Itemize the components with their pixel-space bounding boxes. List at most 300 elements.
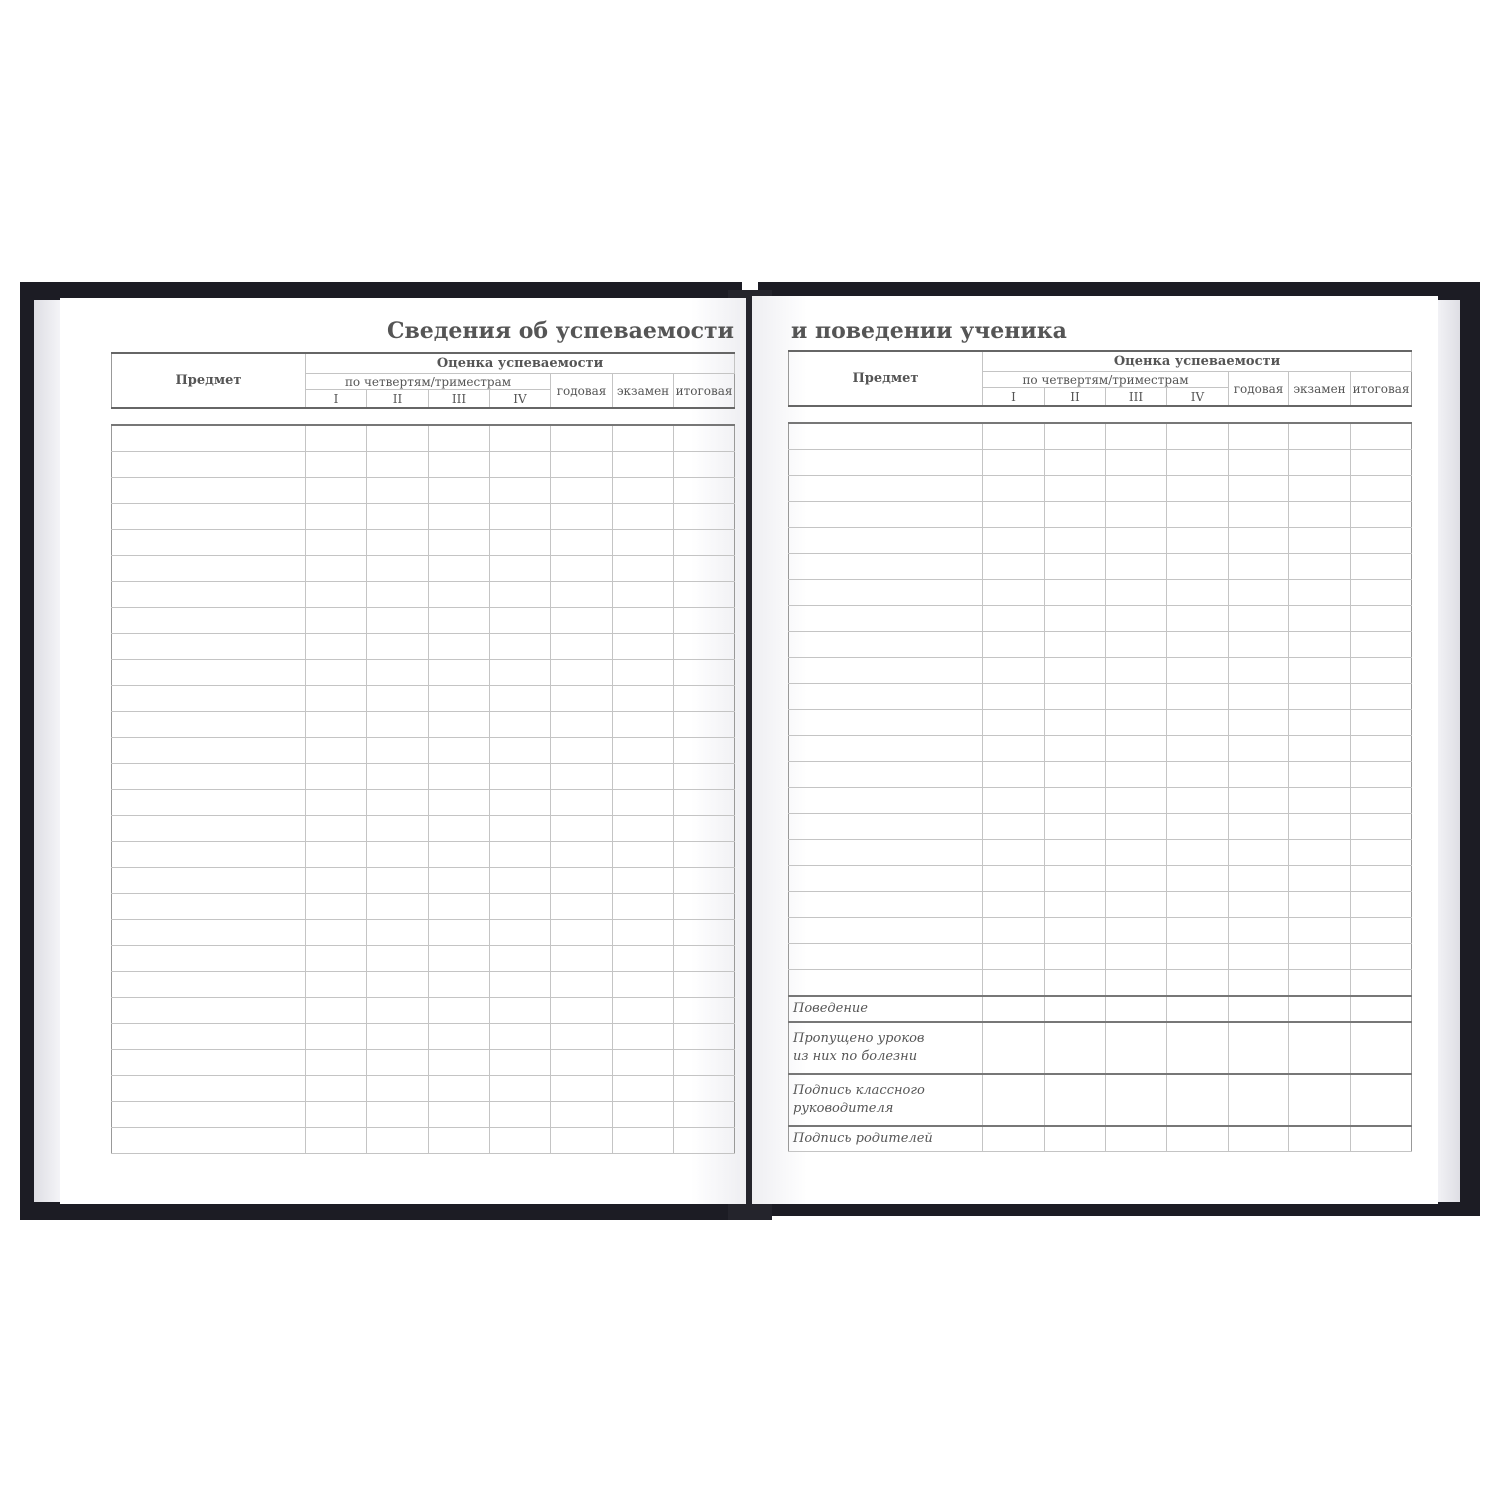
grade-cell[interactable] [551, 1024, 613, 1050]
grade-cell[interactable] [674, 634, 735, 660]
grade-cell[interactable] [306, 920, 367, 946]
grade-cell[interactable] [1045, 606, 1106, 632]
grade-cell[interactable] [1045, 710, 1106, 736]
grade-cell[interactable] [1045, 684, 1106, 710]
grade-cell[interactable] [1167, 580, 1229, 606]
grade-cell[interactable] [429, 764, 490, 790]
grade-cell[interactable] [1229, 658, 1289, 684]
grade-cell[interactable] [490, 1076, 551, 1102]
grade-cell[interactable] [1045, 658, 1106, 684]
grade-cell[interactable] [674, 530, 735, 556]
grade-cell[interactable] [1289, 502, 1351, 528]
grade-cell[interactable] [1045, 892, 1106, 918]
grade-cell[interactable] [1106, 762, 1167, 788]
grade-cell[interactable] [1167, 476, 1229, 502]
grade-cell[interactable] [1167, 814, 1229, 840]
subject-cell[interactable] [112, 894, 306, 920]
grade-cell[interactable] [1045, 1022, 1106, 1074]
grade-cell[interactable] [367, 1102, 429, 1128]
grade-cell[interactable] [613, 1128, 674, 1154]
grade-cell[interactable] [551, 425, 613, 452]
grade-cell[interactable] [1229, 710, 1289, 736]
grade-cell[interactable] [306, 1128, 367, 1154]
grade-cell[interactable] [551, 478, 613, 504]
grade-cell[interactable] [1167, 762, 1229, 788]
grade-cell[interactable] [983, 606, 1045, 632]
grade-cell[interactable] [1045, 450, 1106, 476]
grade-cell[interactable] [613, 686, 674, 712]
grade-cell[interactable] [1229, 1022, 1289, 1074]
grade-cell[interactable] [613, 425, 674, 452]
grade-cell[interactable] [1229, 788, 1289, 814]
grade-cell[interactable] [367, 504, 429, 530]
grade-cell[interactable] [1106, 632, 1167, 658]
grade-cell[interactable] [613, 504, 674, 530]
grade-cell[interactable] [490, 816, 551, 842]
grade-cell[interactable] [1106, 658, 1167, 684]
grade-cell[interactable] [1045, 866, 1106, 892]
grade-cell[interactable] [490, 868, 551, 894]
grade-cell[interactable] [1351, 944, 1412, 970]
grade-cell[interactable] [1106, 528, 1167, 554]
grade-cell[interactable] [306, 556, 367, 582]
grade-cell[interactable] [1289, 476, 1351, 502]
grade-cell[interactable] [674, 1050, 735, 1076]
grade-cell[interactable] [306, 816, 367, 842]
grade-cell[interactable] [674, 660, 735, 686]
grade-cell[interactable] [1351, 736, 1412, 762]
grade-cell[interactable] [1351, 814, 1412, 840]
grade-cell[interactable] [490, 946, 551, 972]
subject-cell[interactable] [112, 504, 306, 530]
grade-cell[interactable] [1351, 840, 1412, 866]
grade-cell[interactable] [674, 946, 735, 972]
grade-cell[interactable] [1289, 892, 1351, 918]
subject-cell[interactable] [112, 738, 306, 764]
grade-cell[interactable] [490, 764, 551, 790]
grade-cell[interactable] [613, 738, 674, 764]
grade-cell[interactable] [551, 998, 613, 1024]
grade-cell[interactable] [429, 920, 490, 946]
grade-cell[interactable] [551, 452, 613, 478]
grade-cell[interactable] [1045, 632, 1106, 658]
grade-cell[interactable] [551, 1128, 613, 1154]
grade-cell[interactable] [983, 1126, 1045, 1152]
grade-cell[interactable] [1289, 866, 1351, 892]
grade-cell[interactable] [1106, 970, 1167, 997]
grade-cell[interactable] [674, 1102, 735, 1128]
grade-cell[interactable] [490, 1102, 551, 1128]
grade-cell[interactable] [429, 634, 490, 660]
grade-cell[interactable] [983, 918, 1045, 944]
grade-cell[interactable] [306, 608, 367, 634]
grade-cell[interactable] [1106, 502, 1167, 528]
grade-cell[interactable] [983, 892, 1045, 918]
grade-cell[interactable] [367, 842, 429, 868]
grade-cell[interactable] [1045, 736, 1106, 762]
subject-cell[interactable] [789, 554, 983, 580]
grade-cell[interactable] [1167, 918, 1229, 944]
grade-cell[interactable] [983, 866, 1045, 892]
grade-cell[interactable] [1351, 1074, 1412, 1126]
grade-cell[interactable] [429, 1050, 490, 1076]
grade-cell[interactable] [1229, 996, 1289, 1022]
grade-cell[interactable] [367, 972, 429, 998]
grade-cell[interactable] [429, 842, 490, 868]
grade-cell[interactable] [551, 608, 613, 634]
grade-cell[interactable] [551, 920, 613, 946]
grade-cell[interactable] [983, 528, 1045, 554]
grade-cell[interactable] [1289, 684, 1351, 710]
grade-cell[interactable] [1045, 580, 1106, 606]
grade-cell[interactable] [674, 894, 735, 920]
grade-cell[interactable] [1351, 658, 1412, 684]
grade-cell[interactable] [1229, 762, 1289, 788]
grade-cell[interactable] [983, 1022, 1045, 1074]
grade-cell[interactable] [613, 556, 674, 582]
grade-cell[interactable] [551, 842, 613, 868]
grade-cell[interactable] [490, 504, 551, 530]
grade-cell[interactable] [551, 868, 613, 894]
grade-cell[interactable] [490, 972, 551, 998]
grade-cell[interactable] [1167, 840, 1229, 866]
grade-cell[interactable] [1351, 502, 1412, 528]
subject-cell[interactable] [789, 710, 983, 736]
grade-cell[interactable] [674, 1076, 735, 1102]
subject-cell[interactable] [112, 660, 306, 686]
grade-cell[interactable] [367, 894, 429, 920]
grade-cell[interactable] [1351, 866, 1412, 892]
grade-cell[interactable] [367, 738, 429, 764]
grade-cell[interactable] [674, 816, 735, 842]
grade-cell[interactable] [1289, 632, 1351, 658]
grade-cell[interactable] [1229, 1074, 1289, 1126]
grade-cell[interactable] [1106, 554, 1167, 580]
grade-cell[interactable] [1229, 944, 1289, 970]
grade-cell[interactable] [613, 972, 674, 998]
subject-cell[interactable] [789, 658, 983, 684]
grade-cell[interactable] [551, 894, 613, 920]
subject-cell[interactable] [112, 1050, 306, 1076]
grade-cell[interactable] [1045, 554, 1106, 580]
grade-cell[interactable] [429, 790, 490, 816]
subject-cell[interactable] [789, 450, 983, 476]
grade-cell[interactable] [674, 452, 735, 478]
subject-cell[interactable] [112, 946, 306, 972]
grade-cell[interactable] [429, 998, 490, 1024]
subject-cell[interactable] [112, 1128, 306, 1154]
grade-cell[interactable] [306, 686, 367, 712]
grade-cell[interactable] [1045, 502, 1106, 528]
grade-cell[interactable] [613, 478, 674, 504]
grade-cell[interactable] [1289, 580, 1351, 606]
subject-cell[interactable] [789, 918, 983, 944]
grade-cell[interactable] [306, 738, 367, 764]
grade-cell[interactable] [613, 634, 674, 660]
grade-cell[interactable] [613, 1076, 674, 1102]
grade-cell[interactable] [367, 1024, 429, 1050]
grade-cell[interactable] [1351, 788, 1412, 814]
grade-cell[interactable] [367, 790, 429, 816]
grade-cell[interactable] [1351, 1126, 1412, 1152]
grade-cell[interactable] [490, 452, 551, 478]
grade-cell[interactable] [1106, 1074, 1167, 1126]
grade-cell[interactable] [306, 634, 367, 660]
grade-cell[interactable] [306, 998, 367, 1024]
grade-cell[interactable] [429, 712, 490, 738]
grade-cell[interactable] [429, 608, 490, 634]
grade-cell[interactable] [1167, 710, 1229, 736]
grade-cell[interactable] [1045, 1074, 1106, 1126]
grade-cell[interactable] [1167, 423, 1229, 450]
grade-cell[interactable] [1106, 606, 1167, 632]
grade-cell[interactable] [490, 738, 551, 764]
subject-cell[interactable] [789, 944, 983, 970]
subject-cell[interactable] [789, 788, 983, 814]
grade-cell[interactable] [1045, 970, 1106, 997]
subject-cell[interactable] [789, 580, 983, 606]
grade-cell[interactable] [490, 660, 551, 686]
grade-cell[interactable] [1229, 736, 1289, 762]
grade-cell[interactable] [1167, 606, 1229, 632]
grade-cell[interactable] [367, 425, 429, 452]
subject-cell[interactable] [789, 606, 983, 632]
grade-cell[interactable] [1106, 866, 1167, 892]
grade-cell[interactable] [367, 1076, 429, 1102]
grade-cell[interactable] [1167, 450, 1229, 476]
grade-cell[interactable] [490, 608, 551, 634]
grade-cell[interactable] [1351, 996, 1412, 1022]
grade-cell[interactable] [367, 920, 429, 946]
grade-cell[interactable] [367, 660, 429, 686]
grade-cell[interactable] [1045, 944, 1106, 970]
grade-cell[interactable] [490, 425, 551, 452]
grade-cell[interactable] [429, 425, 490, 452]
grade-cell[interactable] [306, 972, 367, 998]
grade-cell[interactable] [306, 946, 367, 972]
grade-cell[interactable] [613, 582, 674, 608]
grade-cell[interactable] [429, 868, 490, 894]
grade-cell[interactable] [613, 790, 674, 816]
subject-cell[interactable] [789, 502, 983, 528]
grade-cell[interactable] [490, 634, 551, 660]
grade-cell[interactable] [429, 1076, 490, 1102]
grade-cell[interactable] [674, 686, 735, 712]
grade-cell[interactable] [1106, 1022, 1167, 1074]
grade-cell[interactable] [674, 972, 735, 998]
grade-cell[interactable] [1045, 762, 1106, 788]
grade-cell[interactable] [1351, 684, 1412, 710]
grade-cell[interactable] [551, 946, 613, 972]
grade-cell[interactable] [306, 712, 367, 738]
grade-cell[interactable] [306, 582, 367, 608]
grade-cell[interactable] [674, 712, 735, 738]
grade-cell[interactable] [1351, 554, 1412, 580]
grade-cell[interactable] [490, 1128, 551, 1154]
grade-cell[interactable] [983, 814, 1045, 840]
grade-cell[interactable] [1229, 840, 1289, 866]
grade-cell[interactable] [551, 1050, 613, 1076]
grade-cell[interactable] [613, 946, 674, 972]
grade-cell[interactable] [674, 738, 735, 764]
grade-cell[interactable] [1289, 423, 1351, 450]
grade-cell[interactable] [1045, 996, 1106, 1022]
subject-cell[interactable] [112, 1102, 306, 1128]
grade-cell[interactable] [1289, 736, 1351, 762]
subject-cell[interactable] [789, 476, 983, 502]
grade-cell[interactable] [306, 868, 367, 894]
grade-cell[interactable] [1045, 814, 1106, 840]
grade-cell[interactable] [306, 790, 367, 816]
grade-cell[interactable] [674, 842, 735, 868]
grade-cell[interactable] [367, 478, 429, 504]
grade-cell[interactable] [367, 634, 429, 660]
grade-cell[interactable] [983, 450, 1045, 476]
grade-cell[interactable] [1106, 450, 1167, 476]
subject-cell[interactable] [789, 423, 983, 450]
grade-cell[interactable] [1351, 580, 1412, 606]
grade-cell[interactable] [367, 868, 429, 894]
grade-cell[interactable] [429, 972, 490, 998]
subject-cell[interactable] [789, 632, 983, 658]
grade-cell[interactable] [1167, 892, 1229, 918]
grade-cell[interactable] [983, 1074, 1045, 1126]
grade-cell[interactable] [1106, 736, 1167, 762]
grade-cell[interactable] [1289, 450, 1351, 476]
grade-cell[interactable] [613, 452, 674, 478]
subject-cell[interactable] [789, 866, 983, 892]
grade-cell[interactable] [551, 764, 613, 790]
grade-cell[interactable] [1289, 762, 1351, 788]
grade-cell[interactable] [983, 762, 1045, 788]
grade-cell[interactable] [490, 998, 551, 1024]
grade-cell[interactable] [1106, 684, 1167, 710]
grade-cell[interactable] [429, 1024, 490, 1050]
grade-cell[interactable] [1351, 710, 1412, 736]
grade-cell[interactable] [306, 530, 367, 556]
grade-cell[interactable] [367, 816, 429, 842]
grade-cell[interactable] [1045, 1126, 1106, 1152]
grade-cell[interactable] [367, 452, 429, 478]
grade-cell[interactable] [1045, 840, 1106, 866]
grade-cell[interactable] [1167, 1022, 1229, 1074]
subject-cell[interactable] [789, 814, 983, 840]
grade-cell[interactable] [1351, 918, 1412, 944]
grade-cell[interactable] [1106, 996, 1167, 1022]
grade-cell[interactable] [1229, 554, 1289, 580]
grade-cell[interactable] [613, 868, 674, 894]
subject-cell[interactable] [112, 452, 306, 478]
grade-cell[interactable] [490, 712, 551, 738]
grade-cell[interactable] [983, 658, 1045, 684]
grade-cell[interactable] [367, 1128, 429, 1154]
grade-cell[interactable] [367, 686, 429, 712]
grade-cell[interactable] [674, 790, 735, 816]
grade-cell[interactable] [429, 504, 490, 530]
grade-cell[interactable] [490, 894, 551, 920]
grade-cell[interactable] [1167, 554, 1229, 580]
grade-cell[interactable] [306, 842, 367, 868]
grade-cell[interactable] [1351, 606, 1412, 632]
grade-cell[interactable] [613, 712, 674, 738]
grade-cell[interactable] [490, 478, 551, 504]
grade-cell[interactable] [490, 582, 551, 608]
grade-cell[interactable] [490, 790, 551, 816]
grade-cell[interactable] [1167, 632, 1229, 658]
grade-cell[interactable] [1289, 788, 1351, 814]
grade-cell[interactable] [1106, 710, 1167, 736]
subject-cell[interactable] [789, 762, 983, 788]
grade-cell[interactable] [1229, 866, 1289, 892]
grade-cell[interactable] [1167, 1126, 1229, 1152]
grade-cell[interactable] [306, 764, 367, 790]
grade-cell[interactable] [983, 788, 1045, 814]
subject-cell[interactable] [789, 840, 983, 866]
grade-cell[interactable] [429, 660, 490, 686]
grade-cell[interactable] [429, 1128, 490, 1154]
grade-cell[interactable] [551, 790, 613, 816]
grade-cell[interactable] [306, 425, 367, 452]
grade-cell[interactable] [1289, 658, 1351, 684]
grade-cell[interactable] [983, 710, 1045, 736]
grade-cell[interactable] [1167, 866, 1229, 892]
grade-cell[interactable] [429, 894, 490, 920]
grade-cell[interactable] [983, 970, 1045, 997]
grade-cell[interactable] [490, 686, 551, 712]
grade-cell[interactable] [983, 632, 1045, 658]
subject-cell[interactable] [112, 1076, 306, 1102]
grade-cell[interactable] [1106, 788, 1167, 814]
grade-cell[interactable] [674, 920, 735, 946]
grade-cell[interactable] [674, 478, 735, 504]
grade-cell[interactable] [674, 1024, 735, 1050]
subject-cell[interactable] [112, 972, 306, 998]
grade-cell[interactable] [613, 1050, 674, 1076]
grade-cell[interactable] [1289, 840, 1351, 866]
grade-cell[interactable] [551, 686, 613, 712]
grade-cell[interactable] [674, 1128, 735, 1154]
grade-cell[interactable] [613, 816, 674, 842]
grade-cell[interactable] [1167, 1074, 1229, 1126]
grade-cell[interactable] [1167, 736, 1229, 762]
grade-cell[interactable] [983, 502, 1045, 528]
grade-cell[interactable] [490, 556, 551, 582]
grade-cell[interactable] [1167, 996, 1229, 1022]
grade-cell[interactable] [551, 582, 613, 608]
grade-cell[interactable] [306, 1076, 367, 1102]
grade-cell[interactable] [613, 920, 674, 946]
grade-cell[interactable] [1106, 918, 1167, 944]
grade-cell[interactable] [429, 478, 490, 504]
grade-cell[interactable] [1167, 502, 1229, 528]
grade-cell[interactable] [1229, 892, 1289, 918]
grade-cell[interactable] [1106, 476, 1167, 502]
grade-cell[interactable] [1229, 476, 1289, 502]
grade-cell[interactable] [1106, 423, 1167, 450]
grade-cell[interactable] [429, 816, 490, 842]
grade-cell[interactable] [551, 504, 613, 530]
grade-cell[interactable] [1229, 684, 1289, 710]
grade-cell[interactable] [490, 920, 551, 946]
grade-cell[interactable] [429, 452, 490, 478]
grade-cell[interactable] [367, 998, 429, 1024]
grade-cell[interactable] [551, 972, 613, 998]
grade-cell[interactable] [1289, 554, 1351, 580]
grade-cell[interactable] [367, 608, 429, 634]
grade-cell[interactable] [551, 738, 613, 764]
grade-cell[interactable] [367, 530, 429, 556]
grade-cell[interactable] [674, 504, 735, 530]
